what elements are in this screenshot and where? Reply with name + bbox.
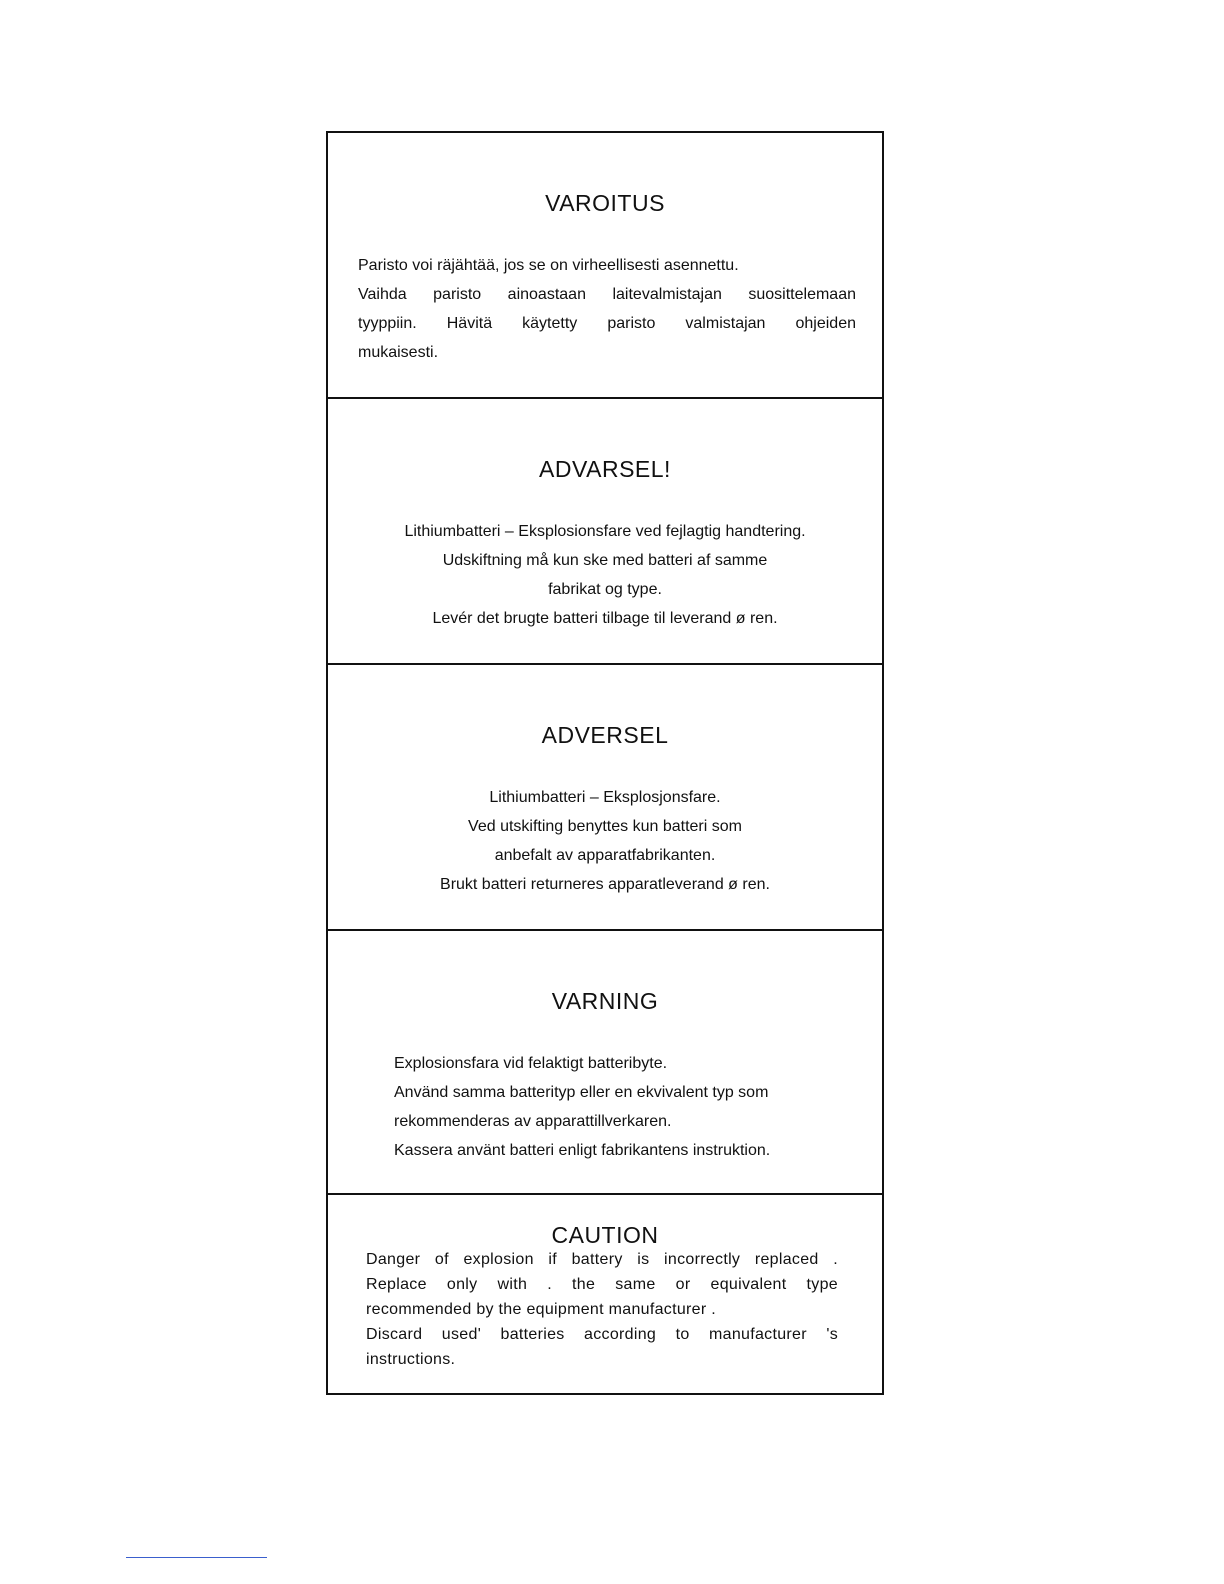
body-line: Replace only with . the same or equivalent type	[366, 1276, 838, 1293]
section-body	[328, 783, 882, 899]
body-line: tyyppiin. Hävitä käytetty paristo valmistajan ohjeiden	[358, 315, 856, 332]
body-line: recommended by the equipment manufacturer .	[366, 1301, 716, 1318]
body-line: rekommenderas av apparattillverkaren.	[394, 1113, 672, 1130]
body-line: fabrikat og type.	[548, 581, 662, 598]
body-line: anbefalt av apparatfabrikanten.	[494, 847, 716, 864]
body-line: Vaihda paristo ainoastaan laitevalmistajan suosittelemaan	[358, 286, 856, 303]
section-heading: ADVERSEL	[541, 722, 669, 748]
swedish-warning-section	[328, 931, 882, 1195]
body-line: Lithiumbatteri – Eksplosjonsfare.	[489, 789, 721, 806]
section-body	[366, 1247, 838, 1372]
section-body	[358, 251, 856, 367]
section-heading: VARNING	[551, 988, 659, 1014]
body-line: Udskiftning må kun ske med batteri af samme	[442, 552, 768, 569]
section-heading: VAROITUS	[545, 190, 665, 216]
body-line: Kassera använt batteri enligt fabrikantens instruktion.	[394, 1142, 771, 1159]
body-line: Explosionsfara vid felaktigt batteribyte.	[394, 1055, 668, 1072]
body-line: Danger of explosion if battery is incorrectly replaced .	[366, 1251, 838, 1268]
body-line: Lithiumbatteri – Eksplosionsfare ved fejlagtig handtering.	[404, 523, 806, 540]
section-body	[328, 517, 882, 633]
finnish-warning-section	[328, 133, 882, 399]
footnote-divider	[126, 1557, 267, 1558]
section-heading: CAUTION	[551, 1222, 659, 1248]
battery-warning-box	[326, 131, 884, 1395]
body-line: instructions.	[366, 1351, 456, 1368]
body-line: Använd samma batterityp eller en ekvivalent typ som	[394, 1084, 769, 1101]
body-line: Brukt batteri returneres apparatleverand ø ren.	[440, 876, 770, 893]
danish-warning-section	[328, 399, 882, 665]
norwegian-warning-section	[328, 665, 882, 931]
section-heading: ADVARSEL!	[539, 456, 671, 482]
body-line: Levér det brugte batteri tilbage til leverand ø ren.	[432, 610, 778, 627]
body-line: Paristo voi räjähtää, jos se on virheellisesti asennettu.	[358, 257, 739, 274]
english-caution-section	[328, 1195, 882, 1393]
body-line: Discard used' batteries according to manufacturer 's	[366, 1326, 838, 1343]
body-line: Ved utskifting benyttes kun batteri som	[468, 818, 742, 835]
body-line: mukaisesti.	[358, 344, 439, 361]
section-body	[394, 1049, 864, 1165]
